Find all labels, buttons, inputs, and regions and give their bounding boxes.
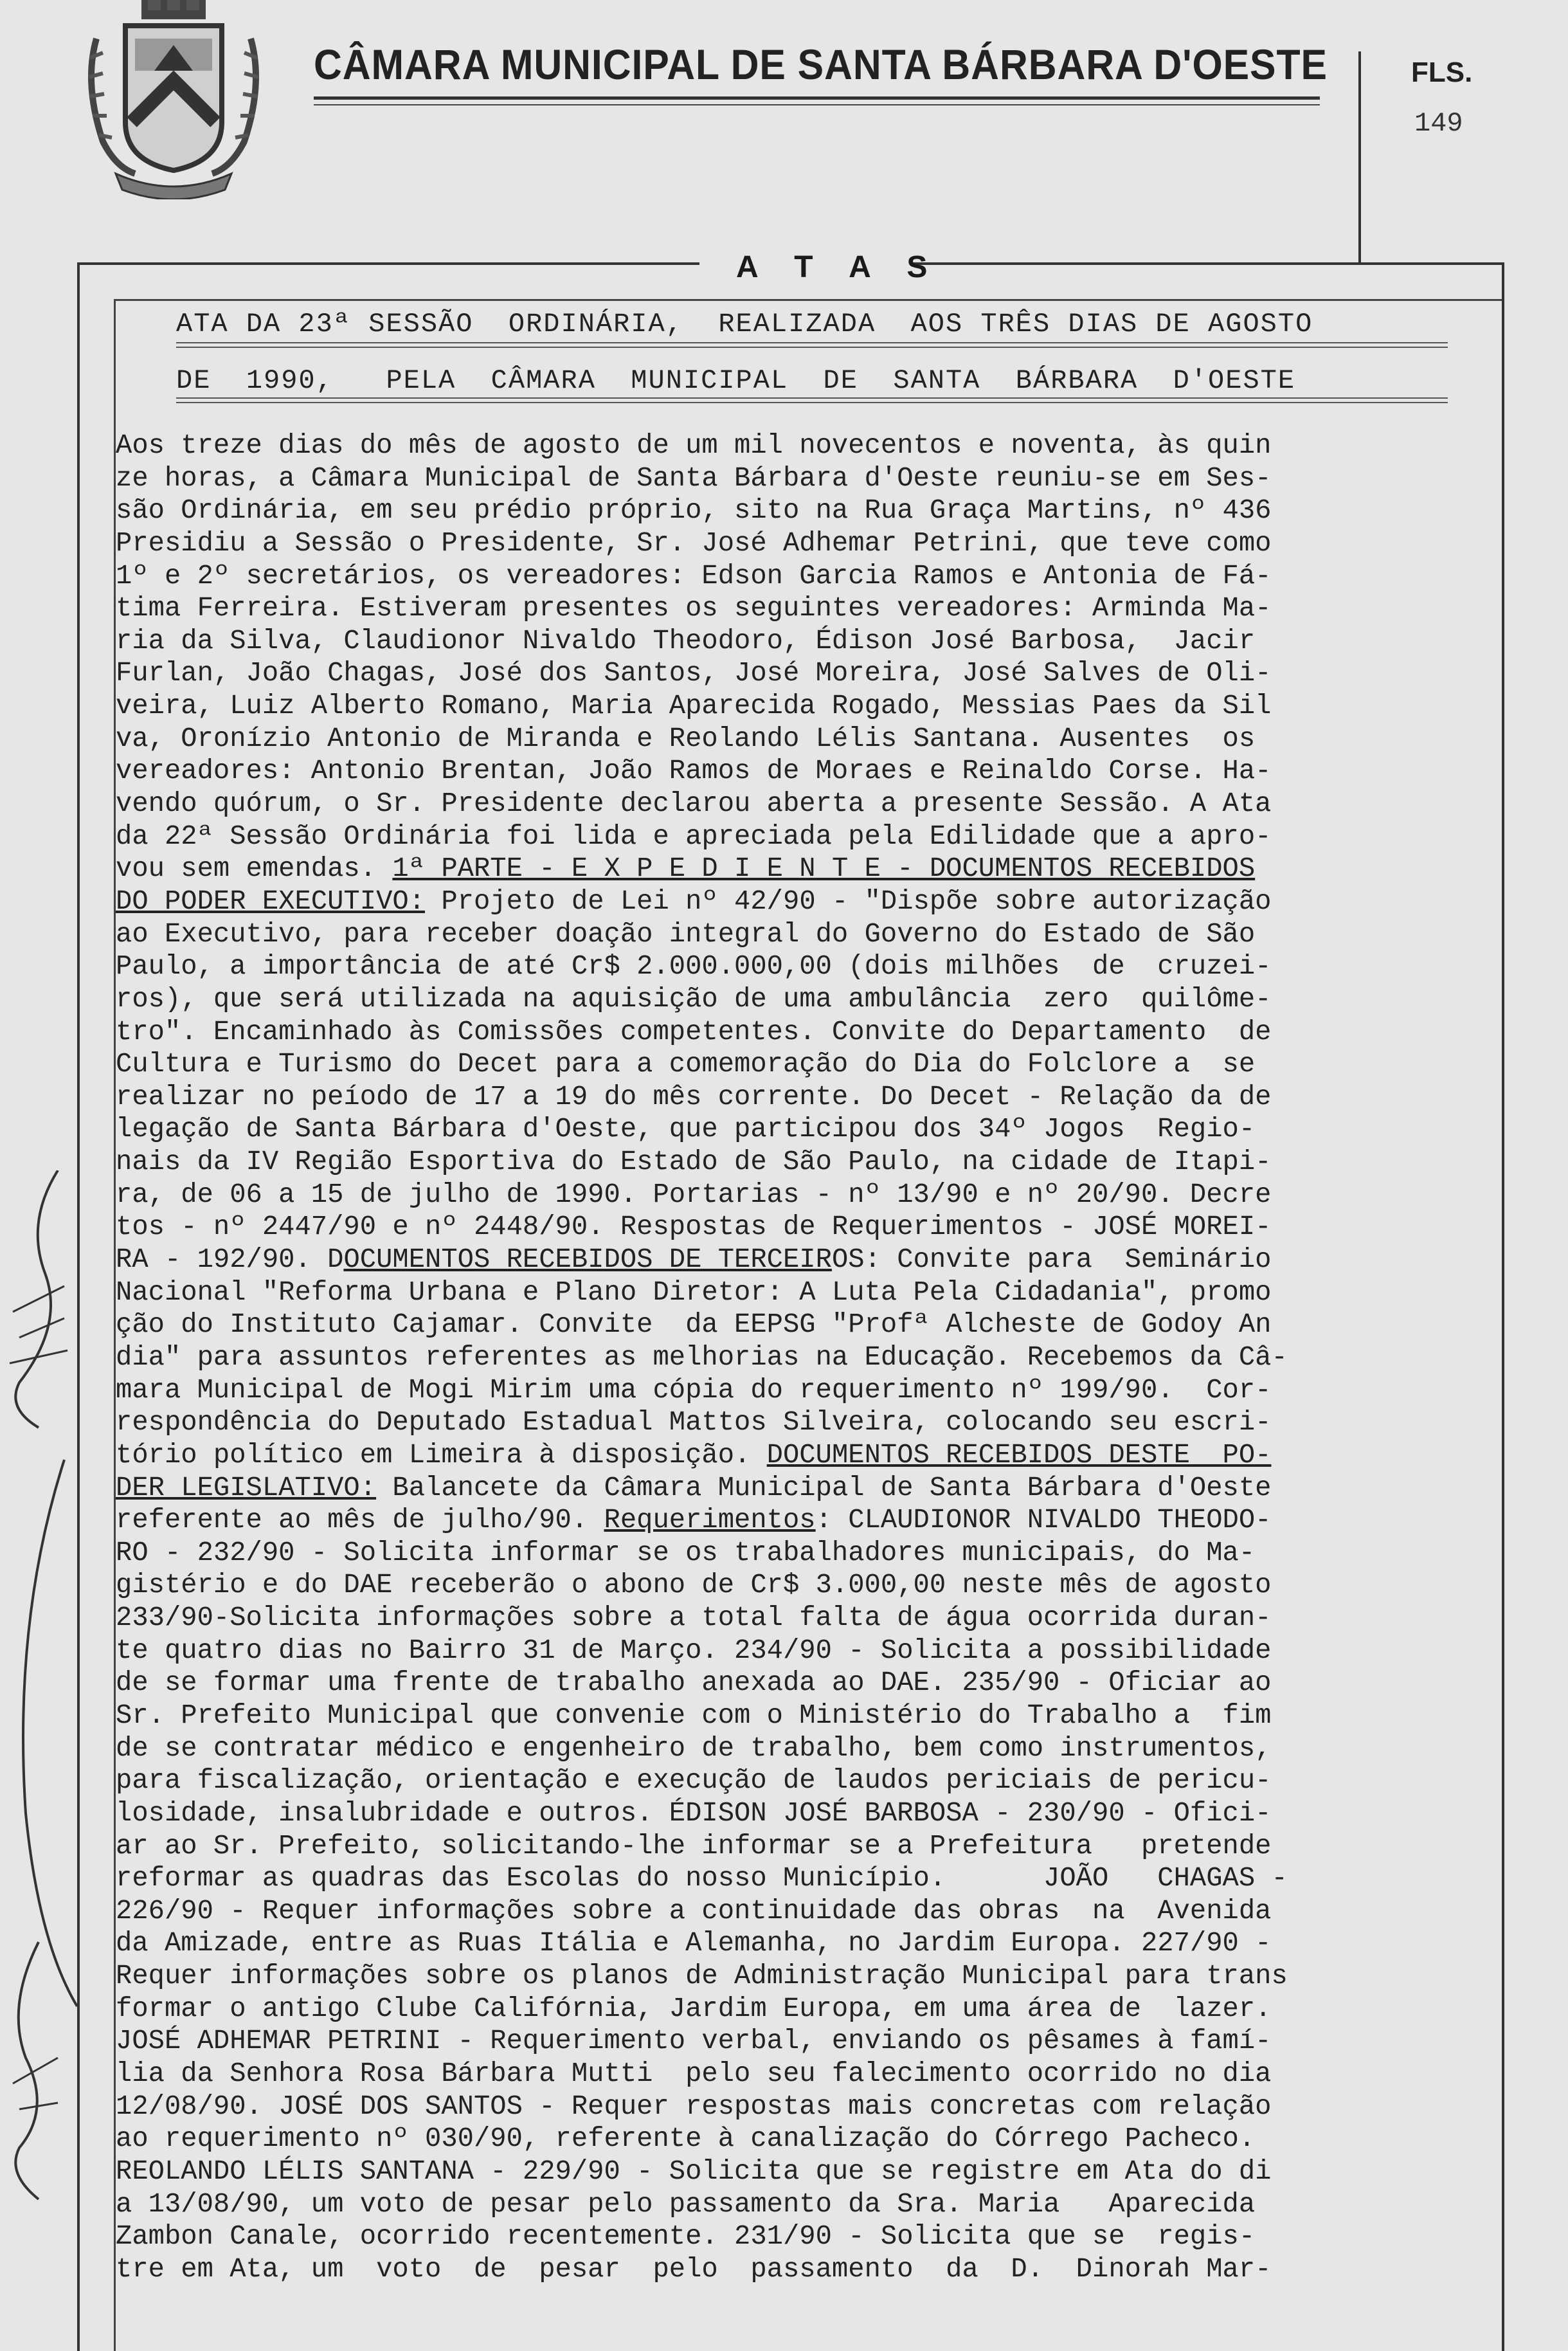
body-line: REOLANDO LÉLIS SANTANA - 229/90 - Solicita que se registre em Ata do di bbox=[116, 2156, 1272, 2187]
body-line: referente ao mês de julho/90. Requerimentos: CLAUDIONOR NIVALDO THEODO- bbox=[116, 1505, 1272, 1536]
body-line: ze horas, a Câmara Municipal de Santa Bárbara d'Oeste reuniu-se em Ses- bbox=[116, 462, 1272, 494]
body-line: veira, Luiz Alberto Romano, Maria Aparecida Rogado, Messias Paes da Sil bbox=[116, 691, 1272, 722]
minutes-body bbox=[116, 430, 1502, 2286]
body-line: RO - 232/90 - Solicita informar se os trabalhadores municipais, do Ma- bbox=[116, 1537, 1256, 1568]
title-rule-2b bbox=[176, 402, 1448, 403]
body-line: Zambon Canale, ocorrido recentemente. 231/90 - Solicita que se regis- bbox=[116, 2221, 1256, 2253]
body-line: Presidiu a Sessão o Presidente, Sr. José Adhemar Petrini, que teve como bbox=[116, 527, 1272, 559]
body-line: legação de Santa Bárbara d'Oeste, que participou dos 34º Jogos Regio- bbox=[116, 1114, 1256, 1145]
frame-top-right bbox=[912, 262, 1503, 265]
underlined-heading: Requerimentos bbox=[604, 1505, 816, 1536]
body-line: 12/08/90. JOSÉ DOS SANTOS - Requer respostas mais concretas com relação bbox=[116, 2091, 1272, 2122]
body-line: 226/90 - Requer informações sobre a continuidade das obras na Avenida bbox=[116, 1895, 1272, 1927]
body-line: ao Executivo, para receber doação integral do Governo do Estado de São bbox=[116, 918, 1256, 950]
body-line: 233/90-Solicita informações sobre a total falta de água ocorrida duran- bbox=[116, 1602, 1272, 1634]
body-line: tório político em Limeira à disposição. DOCUMENTOS RECEBIDOS DESTE PO- bbox=[116, 1439, 1272, 1471]
title-rule-2a bbox=[176, 397, 1448, 399]
body-line: ção do Instituto Cajamar. Convite da EEPSG "Profª Alcheste de Godoy An bbox=[116, 1309, 1272, 1341]
body-line: RA - 192/90. DOCUMENTOS RECEBIDOS DE TERCEIROS: Convite para Seminário bbox=[116, 1244, 1272, 1276]
body-line: mara Municipal de Mogi Mirim uma cópia do requerimento nº 199/90. Cor- bbox=[116, 1374, 1272, 1406]
underlined-heading: DO PODER EXECUTIVO: bbox=[116, 885, 426, 917]
body-line: te quatro dias no Bairro 31 de Março. 234/90 - Solicita a possibilidade bbox=[116, 1635, 1272, 1666]
body-line: Requer informações sobre os planos de Administração Municipal para trans bbox=[116, 1961, 1288, 1992]
body-line: de se contratar médico e engenheiro de trabalho, bem como instrumentos, bbox=[116, 1732, 1272, 1764]
body-line: respondência do Deputado Estadual Mattos Silveira, colocando seu escri- bbox=[116, 1407, 1272, 1439]
inner-frame-top bbox=[116, 299, 1502, 301]
header-divider bbox=[1358, 51, 1361, 264]
coat-of-arms-logo bbox=[77, 0, 270, 199]
body-line: para fiscalização, orientação e execução de laudos periciais de pericu- bbox=[116, 1765, 1272, 1797]
body-line: da Amizade, entre as Ruas Itália e Alemanha, no Jardim Europa. 227/90 - bbox=[116, 1928, 1272, 1959]
body-line: ao requerimento nº 030/90, referente à canalização do Córrego Pacheco. bbox=[116, 2123, 1256, 2155]
margin-signature bbox=[0, 1170, 84, 2264]
underlined-heading: 1ª PARTE - E X P E D I E N T E - DOCUMENTOS RECEBIDOS bbox=[392, 853, 1256, 885]
minutes-title-line-2: DE 1990, PELA CÂMARA MUNICIPAL DE SANTA BÁRBARA D'OESTE bbox=[176, 365, 1296, 396]
header-rule-thin bbox=[314, 104, 1320, 105]
underlined-heading: OCUMENTOS RECEBIDOS DE TERCEIR bbox=[343, 1244, 832, 1276]
body-line: tos - nº 2447/90 e nº 2448/90. Respostas de Requerimentos - JOSÉ MOREI- bbox=[116, 1212, 1272, 1243]
body-line: realizar no peíodo de 17 a 19 do mês corrente. Do Decet - Relação da de bbox=[116, 1081, 1272, 1112]
body-line: ra, de 06 a 15 de julho de 1990. Portarias - nº 13/90 e nº 20/90. Decre bbox=[116, 1179, 1272, 1210]
section-title: A T A S bbox=[736, 250, 942, 284]
body-line: a 13/08/90, um voto de pesar pelo passamento da Sra. Maria Aparecida bbox=[116, 2188, 1256, 2220]
body-line: dia" para assuntos referentes as melhorias na Educação. Recebemos da Câ- bbox=[116, 1341, 1288, 1373]
body-line: tre em Ata, um voto de pesar pelo passamento da D. Dinorah Mar- bbox=[116, 2253, 1272, 2285]
body-line: da 22ª Sessão Ordinária foi lida e apreciada pela Edilidade que a apro- bbox=[116, 821, 1272, 852]
body-line: losidade, insalubridade e outros. ÉDISON JOSÉ BARBOSA - 230/90 - Ofici- bbox=[116, 1797, 1272, 1829]
folio-number: 149 bbox=[1414, 108, 1463, 139]
body-line: formar o antigo Clube Califórnia, Jardim Europa, em uma área de lazer. bbox=[116, 1993, 1272, 2024]
body-line: tro". Encaminhado às Comissões competentes. Convite do Departamento de bbox=[116, 1016, 1272, 1048]
header-rule bbox=[314, 96, 1320, 100]
body-line: va, Oronízio Antonio de Miranda e Reolando Lélis Santana. Ausentes os bbox=[116, 723, 1256, 754]
minutes-title-line-1: ATA DA 23ª SESSÃO ORDINÁRIA, REALIZADA AOS TRÊS DIAS DE AGOSTO bbox=[176, 309, 1313, 340]
body-line: ros), que será utilizada na aquisição de uma ambulância zero quilôme- bbox=[116, 983, 1272, 1015]
folio-label: FLS. bbox=[1411, 57, 1473, 88]
body-line: Sr. Prefeito Municipal que convenie com o Ministério do Trabalho a fim bbox=[116, 1700, 1272, 1731]
body-line: Aos treze dias do mês de agosto de um mil novecentos e noventa, às quin bbox=[116, 430, 1272, 461]
organization-name: CÂMARA MUNICIPAL DE SANTA BÁRBARA D'OESTE bbox=[314, 41, 1328, 88]
frame-right bbox=[1502, 262, 1504, 2351]
body-line: vendo quórum, o Sr. Presidente declarou aberta a presente Sessão. A Ata bbox=[116, 788, 1272, 820]
body-line: nais da IV Região Esportiva do Estado de São Paulo, na cidade de Itapi- bbox=[116, 1147, 1272, 1178]
body-line: Paulo, a importância de até Cr$ 2.000.000,00 (dois milhões de cruzei- bbox=[116, 951, 1272, 983]
body-line: gistério e do DAE receberão o abono de Cr$ 3.000,00 neste mês de agosto bbox=[116, 1570, 1272, 1601]
body-line: DO PODER EXECUTIVO: Projeto de Lei nº 42/90 - "Dispõe sobre autorização bbox=[116, 885, 1272, 917]
body-line: vou sem emendas. 1ª PARTE - E X P E D I E N T E - DOCUMENTOS RECEBIDOS bbox=[116, 853, 1256, 885]
body-line: Cultura e Turismo do Decet para a comemoração do Dia do Folclore a se bbox=[116, 1049, 1256, 1080]
frame-top-left bbox=[77, 262, 699, 265]
body-line: ria da Silva, Claudionor Nivaldo Theodoro, Édison José Barbosa, Jacir bbox=[116, 625, 1256, 657]
underlined-heading: DER LEGISLATIVO: bbox=[116, 1472, 377, 1503]
body-line: tima Ferreira. Estiveram presentes os seguintes vereadores: Arminda Ma- bbox=[116, 593, 1272, 624]
body-line: reformar as quadras das Escolas do nosso Município. JOÃO CHAGAS - bbox=[116, 1863, 1288, 1894]
body-line: vereadores: Antonio Brentan, João Ramos de Moraes e Reinaldo Corse. Ha- bbox=[116, 756, 1272, 787]
body-line: Nacional "Reforma Urbana e Plano Diretor: A Luta Pela Cidadania", promo bbox=[116, 1276, 1272, 1308]
body-line: JOSÉ ADHEMAR PETRINI - Requerimento verbal, enviando os pêsames à famí- bbox=[116, 2026, 1272, 2057]
title-rule-1a bbox=[176, 342, 1448, 343]
body-line: Furlan, João Chagas, José dos Santos, José Moreira, José Salves de Oli- bbox=[116, 658, 1272, 689]
body-line: são Ordinária, em seu prédio próprio, sito na Rua Graça Martins, nº 436 bbox=[116, 495, 1272, 527]
body-line: de se formar uma frente de trabalho anexada ao DAE. 235/90 - Oficiar ao bbox=[116, 1667, 1272, 1699]
body-line: DER LEGISLATIVO: Balancete da Câmara Municipal de Santa Bárbara d'Oeste bbox=[116, 1472, 1272, 1503]
title-rule-1b bbox=[176, 347, 1448, 348]
underlined-heading: DOCUMENTOS RECEBIDOS DESTE PO- bbox=[766, 1439, 1272, 1471]
body-line: 1º e 2º secretários, os vereadores: Edson Garcia Ramos e Antonia de Fá- bbox=[116, 560, 1272, 592]
body-line: ar ao Sr. Prefeito, solicitando-lhe informar se a Prefeitura pretende bbox=[116, 1830, 1272, 1862]
body-line: lia da Senhora Rosa Bárbara Mutti pelo seu falecimento ocorrido no dia bbox=[116, 2058, 1272, 2090]
